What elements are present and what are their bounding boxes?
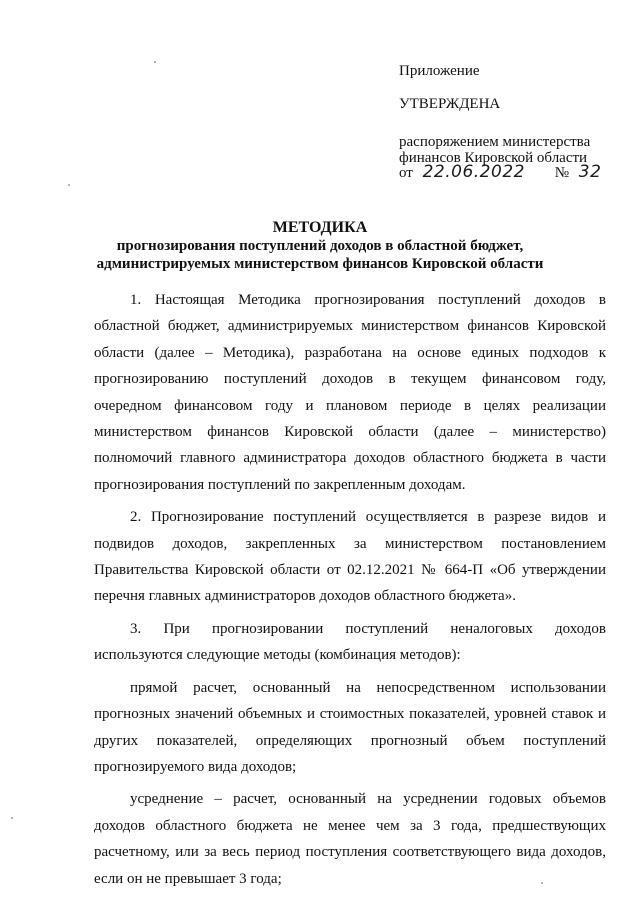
paragraph-direct-calculation: прямой расчет, основанный на непосредственном использовании прогнозных значений объемных и стоимостных показателей, уровней ставок и других показателей, определяющих прогнозный объем поступлений прогнозируемого вида доходов; — [94, 679, 606, 775]
document-subtitle-line-2: администрируемых министерством финансов Кировской области — [96, 256, 544, 272]
order-line-2: финансов Кировской области — [399, 150, 588, 166]
date-prefix: от — [399, 165, 413, 181]
appendix-label: Приложение — [399, 63, 480, 79]
document-title: МЕТОДИКА — [272, 219, 368, 236]
document-body — [94, 287, 606, 898]
scan-speck — [68, 184, 70, 186]
paragraph-1: 1. Настоящая Методика прогнозирования поступлений доходов в областной бюджет, администрируемых министерством финансов Кировской области (далее – Методика), разработана на основе единых подходов к прогнозированию поступлений доходов в текущем финансовом году, очередном финансовом году и плановом периоде в целях реализации министерством финансов Кировской области (далее – министерство) полномочий главного администратора доходов областного бюджета в части прогнозирования поступлений по закрепленным доходам. — [94, 292, 606, 493]
paragraph-averaging: усреднение – расчет, основанный на усреднении годовых объемов доходов областного бюджета не менее чем за 3 года, предшествующих расчетному, или за весь период поступления соответствующего вида доходов, если он не превышает 3 года; — [94, 791, 606, 887]
handwritten-number: 32 — [578, 162, 602, 182]
paragraph-2: 2. Прогнозирование поступлений осуществляется в разрезе видов и подвидов доходов, закрепленных за министерством постановлением Правительства Кировской области от 02.12.2021 № 664-П «Об утверждении перечня главных администраторов доходов областного бюджета». — [94, 509, 606, 605]
number-prefix: № — [554, 165, 570, 181]
document-subtitle-line-1: прогнозирования поступлений доходов в областной бюджет, — [116, 238, 524, 254]
scan-speck — [11, 817, 13, 819]
order-line-1: распоряжением министерства — [399, 134, 591, 150]
handwritten-date: 22.06.2022 — [422, 162, 525, 182]
approved-label: УТВЕРЖДЕНА — [399, 96, 501, 112]
paragraph-3: 3. При прогнозировании поступлений неналоговых доходов используются следующие методы (комбинация методов): — [94, 620, 606, 664]
scan-speck — [541, 882, 543, 884]
date-number-line — [399, 162, 601, 182]
scan-speck — [154, 61, 156, 63]
